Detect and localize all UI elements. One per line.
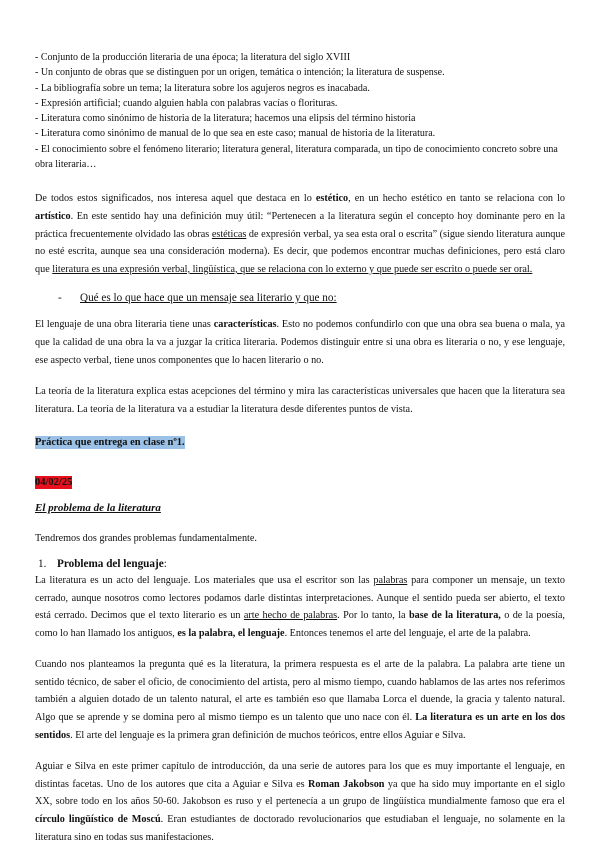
numbered-heading: 1. Problema del lenguaje: [38, 557, 167, 570]
list-item: - El conocimiento sobre el fenómeno literario; literatura general, literatura comparada, un tipo de conocimiento concreto sobre una obra literaria… [35, 143, 558, 171]
document-page [35, 50, 565, 846]
paragraph-theory: La teoría de la literatura explica estas acepciones del término y mira las características universales que hacen que la literatura sea literatura. La teoría de la literatura va a estudiar la literatura desde diferentes puntos de vista. [35, 386, 565, 415]
paragraph-characteristics: El lenguaje de una obra literaria tiene unas características. Esto no podemos confundirlo con que una obra sea buena o mala, ya que la calidad de una obra la va a juzgar la crítica literaria. Podemos distinguir entre si una obra es literaria o no, y ese lenguaje, ese aspecto verbal, tiene unos componentes que lo hacen literario o no. [35, 319, 565, 366]
date-label: 04/02/25 [35, 477, 73, 489]
meanings-list [35, 50, 565, 172]
list-item: - Expresión artificial; cuando alguien habla con palabras vacías o florituras. [35, 97, 338, 109]
list-item: - Literatura como sinónimo de manual de lo que sea en este caso; manual de historia de la literatura. [35, 128, 436, 140]
list-item: - La bibliografía sobre un tema; la literatura sobre los agujeros negros es inacabada. [35, 82, 370, 94]
paragraph-intro: Tendremos dos grandes problemas fundamentalmente. [35, 533, 257, 545]
paragraph-language: La literatura es un acto del lenguaje. Los materiales que usa el escritor son las palabras para componer un mensaje, un texto cerrado, aunque nosotros como lectores podamos darle distintas interpretaciones. Aunque el sentido pueda ser abierto, el texto está cerrado. Decimos que el texto literario es un arte hecho de palabras. Por lo tanto, la base de la literatura, o de la poesía, como lo han llamado los antiguos, es la palabra, el lenguaje. Entonces tenemos el arte del lenguaje, el arte de la palabra. [35, 574, 566, 639]
paragraph-aesthetic: De todos estos significados, nos interesa aquel que destaca en lo estético, en un hecho estético en tanto se relaciona con lo artístico. En este sentido hay una definición muy útil: “Pertenecen a la literatura según el concepto hoy dominante pero en la práctica frecuentemente olvidado las obras estéticas de expresión verbal, ya sea esta oral o escrita” (sigue siendo literatura aunque no esté escrita, aunque sea una consideración moderna). Es decir, que podemos encontrar muchas definiciones, pero está claro que literatura es una expresión verbal, lingüística, que se relaciona con lo externo y que puede ser escrito o puede ser oral. [35, 193, 565, 275]
list-item: - Un conjunto de obras que se distinguen por un origen, temática o intención; la literatura de suspense. [35, 67, 445, 79]
list-item: - Conjunto de la producción literaria de una época; la literatura del siglo XVIII [35, 52, 351, 63]
paragraph-art: Cuando nos planteamos la pregunta qué es la literatura, la primera respuesta es el arte de la palabra. La palabra arte tiene un sentido técnico, de saber el oficio, de conocimiento del artista, pero al mismo tiempo, cuando hablamos de las artes nos referimos también a alguien dotado de un talento natural, el arte es también eso que llamaba Lorca el duende, la gracia y talento natural. Algo que se aprende y se domina pero al mismo tiempo es un talento que uno nace con él. La literatura es un arte en los dos sentidos. El arte del lenguaje es la primera gran definición de muchos teóricos, entre ellos Aguiar e Silva. [35, 659, 565, 741]
question-heading: - Qué es lo que hace que un mensaje sea literario y que no: [58, 292, 337, 305]
practice-note: Práctica que entrega en clase nº1. [35, 437, 185, 449]
paragraph-jakobson: Aguiar e Silva en este primer capítulo de introducción, da una serie de autores para los que es muy importante el lenguaje, en distintas facetas. Uno de los autores que cita a Aguiar e Silva es Roman Jakobson ya que ha sido muy importante en el siglo XX, sobre todo en los años 50-60. Jakobson es ruso y el pertenecía a un grupo de lingüística mundialmente famoso que era el círculo lingüístico de Moscú. Eran estudiantes de doctorado revolucionarios que estudiaban el lenguaje, no solamente en la literatura sino en todas sus manifestaciones. [35, 761, 565, 843]
section-title: El problema de la literatura [35, 502, 161, 515]
list-item: - Literatura como sinónimo de historia de la literatura; hacemos una elipsis del término historia [35, 113, 416, 125]
